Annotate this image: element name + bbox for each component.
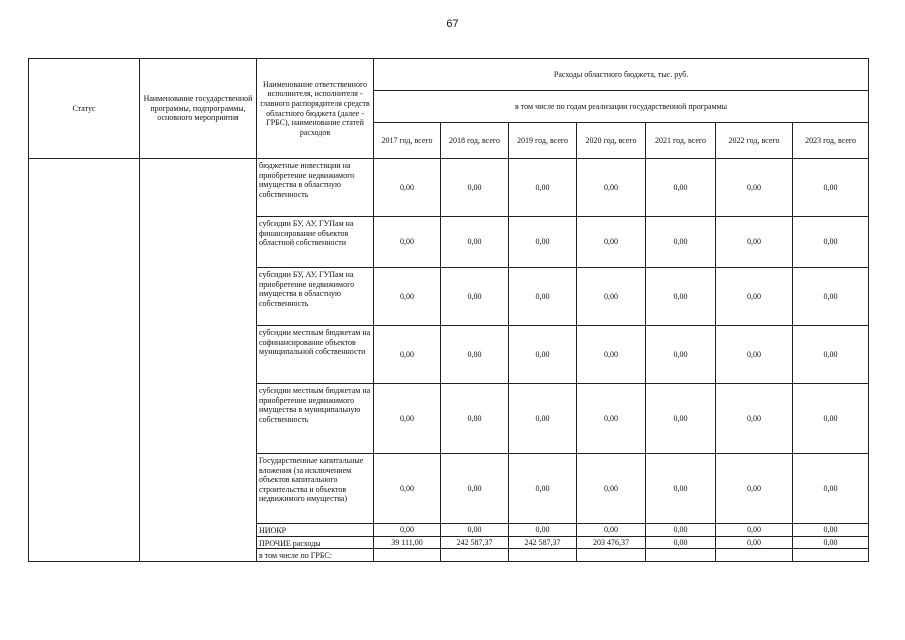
value-cell: 0,00 (374, 326, 441, 384)
value-cell: 0,00 (374, 384, 441, 454)
header-program-name: Наименование государственной программы, подпрограммы, основного мероприятия (140, 59, 257, 159)
value-cell: 0,00 (509, 268, 577, 326)
value-cell: 0,00 (646, 454, 716, 524)
value-cell: 0,00 (716, 268, 793, 326)
row-label: Государственные капитальные вложения (за исключением объектов капитального строительства и объектов недвижимого имущества) (257, 454, 374, 524)
value-cell: 0,00 (793, 326, 869, 384)
value-cell: 0,00 (716, 536, 793, 549)
row-label: субсидии БУ, АУ, ГУПам на приобретение недвижимого имущества в областную собственность (257, 268, 374, 326)
value-cell: 0,00 (793, 536, 869, 549)
row-label: субсидии местным бюджетам на приобретение недвижимого имущества в муниципальную собственность (257, 384, 374, 454)
value-cell: 0,00 (374, 268, 441, 326)
value-cell (374, 549, 441, 562)
value-cell: 0,00 (374, 454, 441, 524)
value-cell: 0,00 (716, 217, 793, 268)
value-cell: 0,00 (441, 326, 509, 384)
value-cell: 0,00 (646, 217, 716, 268)
value-cell: 0,00 (716, 524, 793, 537)
header-year: 2019 год, всего (509, 123, 577, 159)
value-cell: 0,00 (509, 217, 577, 268)
value-cell: 0,00 (646, 268, 716, 326)
value-cell (441, 549, 509, 562)
value-cell: 0,00 (577, 159, 646, 217)
row-label: НИОКР (257, 524, 374, 537)
header-year: 2018 год, всего (441, 123, 509, 159)
value-cell: 242 587,37 (441, 536, 509, 549)
value-cell: 0,00 (374, 524, 441, 537)
value-cell (577, 549, 646, 562)
row-label: ПРОЧИЕ расходы (257, 536, 374, 549)
header-year: 2017 год, всего (374, 123, 441, 159)
row-label: в том числе по ГРБС: (257, 549, 374, 562)
value-cell: 39 111,00 (374, 536, 441, 549)
table-row (29, 159, 869, 217)
status-cell (29, 159, 140, 562)
value-cell: 0,00 (441, 217, 509, 268)
value-cell: 0,00 (793, 268, 869, 326)
value-cell: 0,00 (509, 524, 577, 537)
header-executor: Наименование ответственного исполнителя, исполнителя - главного распорядителя средств областного бюджета (далее - ГРБС), наименование статей расходов (257, 59, 374, 159)
value-cell: 0,00 (577, 217, 646, 268)
header-year: 2020 год, всего (577, 123, 646, 159)
value-cell: 0,00 (716, 326, 793, 384)
value-cell: 0,00 (793, 384, 869, 454)
value-cell: 242 587,37 (509, 536, 577, 549)
value-cell: 0,00 (374, 217, 441, 268)
value-cell: 0,00 (793, 159, 869, 217)
value-cell: 0,00 (577, 326, 646, 384)
header-by-years: в том числе по годам реализации государственной программы (374, 91, 869, 123)
value-cell: 0,00 (577, 454, 646, 524)
value-cell: 203 476,37 (577, 536, 646, 549)
value-cell: 0,00 (793, 454, 869, 524)
page-number: 67 (446, 18, 459, 30)
value-cell: 0,00 (577, 268, 646, 326)
row-label: субсидии местным бюджетам на софинансирование объектов муниципальной собственности (257, 326, 374, 384)
value-cell: 0,00 (716, 454, 793, 524)
value-cell: 0,00 (441, 159, 509, 217)
value-cell (793, 549, 869, 562)
value-cell: 0,00 (509, 159, 577, 217)
program-name-cell (140, 159, 257, 562)
value-cell: 0,00 (646, 159, 716, 217)
value-cell: 0,00 (577, 524, 646, 537)
value-cell: 0,00 (716, 159, 793, 217)
value-cell: 0,00 (509, 454, 577, 524)
value-cell (716, 549, 793, 562)
value-cell: 0,00 (441, 384, 509, 454)
value-cell: 0,00 (441, 268, 509, 326)
value-cell: 0,00 (509, 326, 577, 384)
value-cell: 0,00 (441, 454, 509, 524)
value-cell: 0,00 (577, 384, 646, 454)
header-status: Статус (29, 59, 140, 159)
row-label: бюджетные инвестиции на приобретение недвижимого имущества в областную собственность (257, 159, 374, 217)
value-cell: 0,00 (793, 217, 869, 268)
value-cell (646, 549, 716, 562)
value-cell: 0,00 (646, 536, 716, 549)
value-cell: 0,00 (716, 384, 793, 454)
value-cell: 0,00 (793, 524, 869, 537)
header-year: 2021 год, всего (646, 123, 716, 159)
header-expenses: Расходы областного бюджета, тыс. руб. (374, 59, 869, 91)
value-cell: 0,00 (509, 384, 577, 454)
budget-table (28, 58, 869, 562)
value-cell: 0,00 (646, 524, 716, 537)
value-cell (509, 549, 577, 562)
row-label: субсидии БУ, АУ, ГУПам на финансирование объектов областной собственности (257, 217, 374, 268)
value-cell: 0,00 (646, 326, 716, 384)
value-cell: 0,00 (441, 524, 509, 537)
value-cell: 0,00 (374, 159, 441, 217)
value-cell: 0,00 (646, 384, 716, 454)
header-year: 2023 год, всего (793, 123, 869, 159)
header-year: 2022 год, всего (716, 123, 793, 159)
